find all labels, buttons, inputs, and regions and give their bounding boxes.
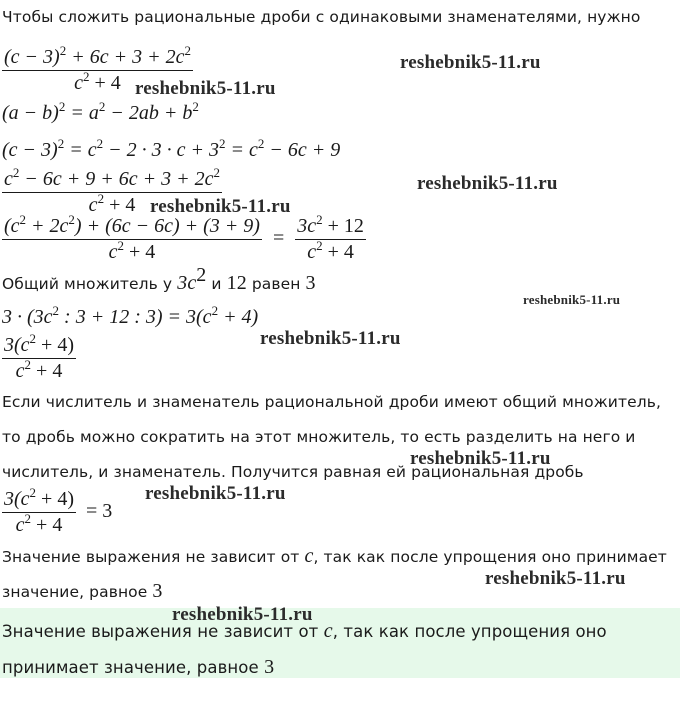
watermark: reshebnik5-11.ru	[400, 52, 541, 73]
paragraph-line-2: то дробь можно сократить на этот множитель, то есть разделить на него и	[2, 428, 636, 446]
watermark: reshebnik5-11.ru	[172, 604, 313, 625]
grouped-fraction: $\frac{(c^2 + 2c^2) + (6c - 6c) + (3 + 9)}{c^2 + 4}$ = $\frac{3c^2 + 12}{c^2 + 4}$	[4, 212, 364, 263]
square-identity: $(a - b)^2 = a^2 - 2ab + b^2$	[2, 99, 199, 124]
watermark: reshebnik5-11.ru	[260, 328, 401, 349]
intro-text: Чтобы сложить рациональные дроби с одинаковыми знаменателями, нужно	[2, 8, 641, 26]
factored-fraction: $\frac{3(c^2 + 4)}{c^2 + 4}$	[4, 331, 74, 382]
watermark: reshebnik5-11.ru	[410, 448, 551, 469]
factor-expression: $3 \cdot (3c^2$ : 3 + 12 : $3) = 3(c^2 + 4)$	[2, 303, 259, 328]
reduced-fraction: $\frac{3(c^2 + 4)}{c^2 + 4}$ = 3	[4, 485, 113, 536]
fraction-sum-1: $\frac{(c - 3)^2 + 6c + 3 + 2c^2}{c^2 + 4}$	[4, 43, 191, 94]
watermark: reshebnik5-11.ru	[150, 196, 291, 217]
answer-line-2: принимает значение, равное 3	[2, 656, 275, 678]
watermark: reshebnik5-11.ru	[145, 483, 286, 504]
answer-line-1: Значение выражения не зависит от c, так как после упрощения оно	[2, 620, 607, 642]
paragraph-line-1: Если числитель и знаменатель рациональной дроби имеют общий множитель,	[2, 393, 661, 411]
watermark: reshebnik5-11.ru	[417, 173, 558, 194]
watermark: reshebnik5-11.ru	[523, 292, 621, 307]
watermark: reshebnik5-11.ru	[485, 568, 626, 589]
conclusion-line-1: Значение выражения не зависит от c, так как после упрощения оно принимает	[2, 545, 667, 567]
square-expansion: $(c - 3)^2 = c^2 - 2 \cdot 3 \cdot c + 3^2 = c^2 - 6c + 9$	[2, 136, 341, 161]
paragraph-line-3: числитель, и знаменатель. Получится равная ей рациональная дробь	[2, 463, 584, 481]
fraction-sum-2: $\frac{c^2 - 6c + 9 + 6c + 3 + 2c^2}{c^2 + 4}$	[4, 165, 221, 216]
watermark: reshebnik5-11.ru	[135, 78, 276, 99]
conclusion-line-2: значение, равное 3	[2, 580, 163, 602]
common-factor-text: Общий множитель у $3c^2$ и 12 равен 3	[2, 264, 316, 294]
